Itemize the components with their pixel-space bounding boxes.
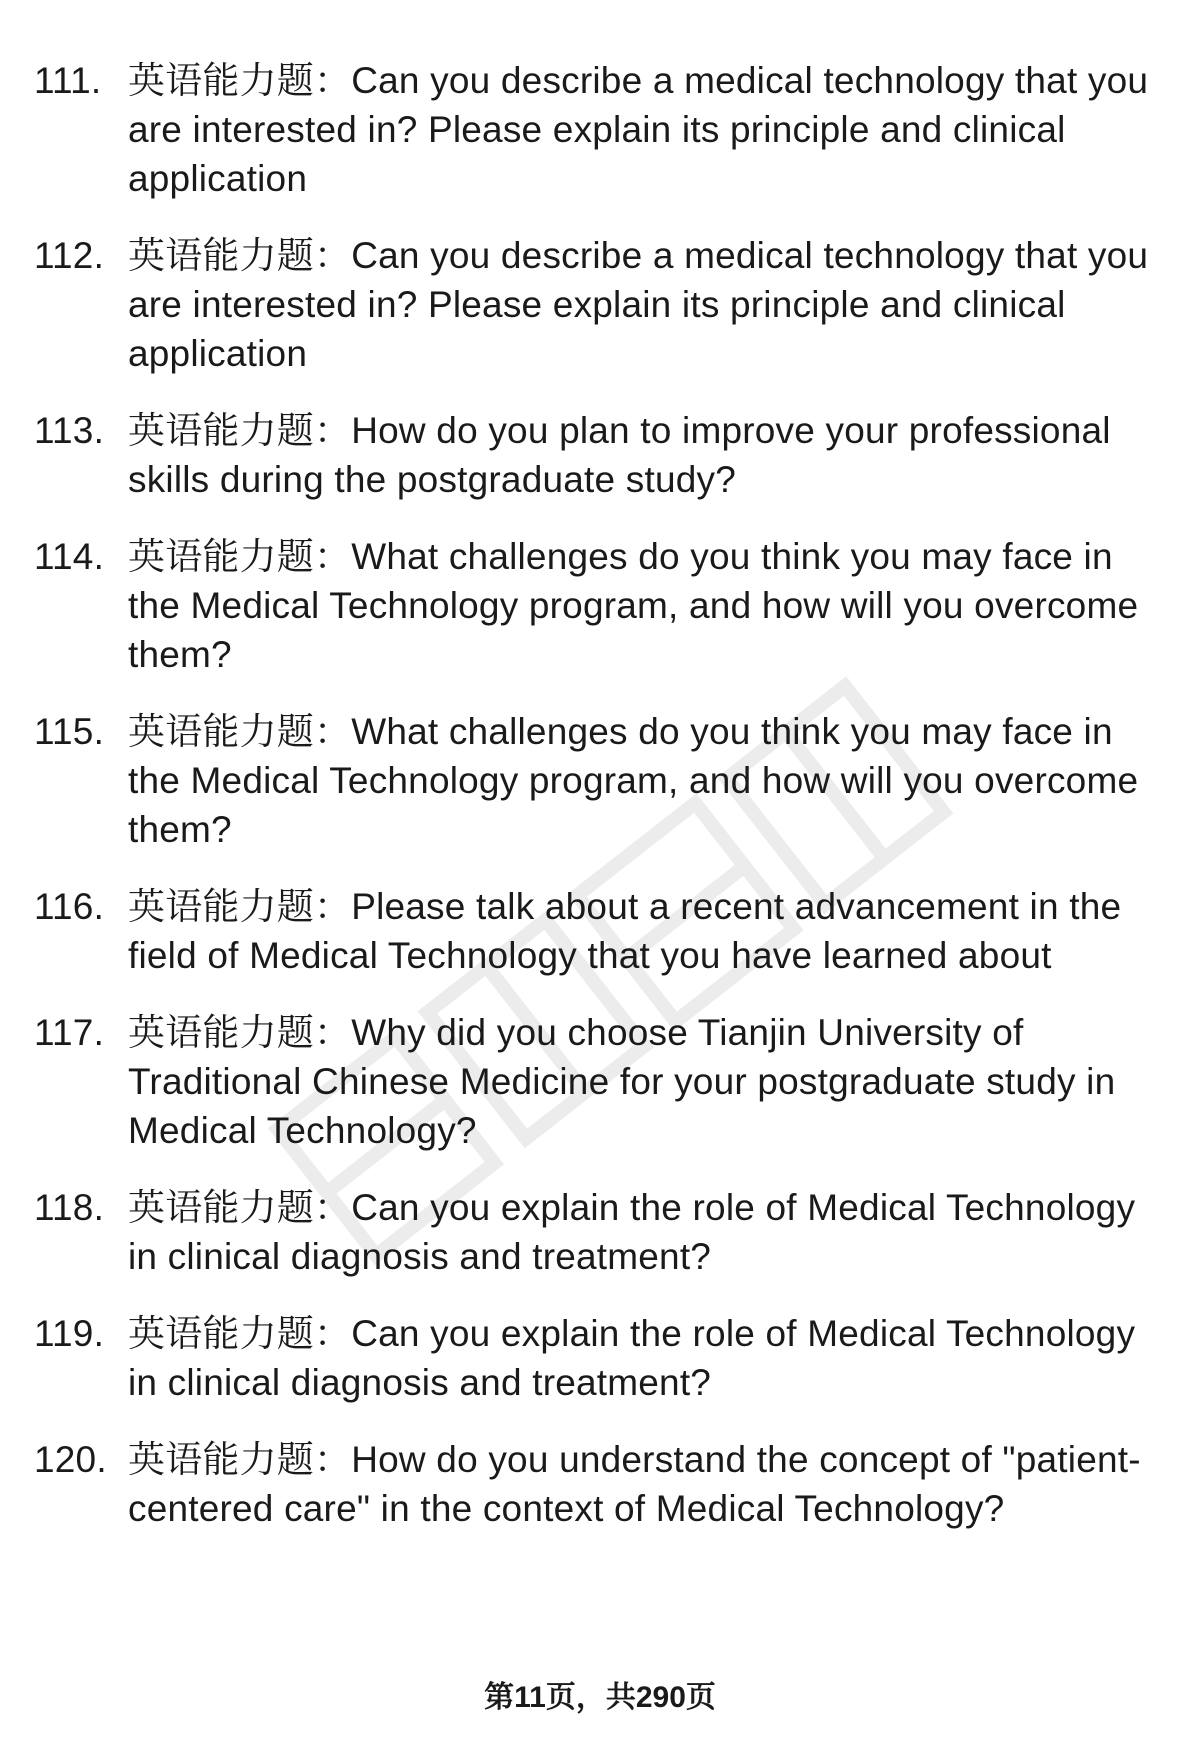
question-number: 116. [34,886,105,927]
question-number: 114. [34,536,105,577]
question-item [0,231,1200,378]
question-list [0,56,1200,1561]
question-category: 英语能力题： [128,536,352,577]
question-number: 117. [34,1012,105,1053]
question-item [0,406,1200,504]
question-category: 英语能力题： [128,1187,352,1228]
question-number: 119. [34,1313,105,1354]
question-text: How do you plan to improve your professional skills during the postgraduate study? [128,410,1111,500]
question-text: Can you describe a medical technology that you are interested in? Please explain its principle and clinical application [128,60,1149,199]
question-text: Why did you choose Tianjin University of Traditional Chinese Medicine for your postgraduate study in Medical Technology? [128,1012,1116,1151]
question-number: 112. [34,235,105,276]
question-category: 英语能力题： [128,1439,352,1480]
question-text: Can you describe a medical technology that you are interested in? Please explain its principle and clinical application [128,235,1149,374]
question-text: How do you understand the concept of "patient-centered care" in the context of Medical Technology? [128,1439,1141,1529]
question-item [0,1183,1200,1281]
question-item [0,532,1200,679]
question-category: 英语能力题： [128,1012,352,1053]
question-category: 英语能力题： [128,886,352,927]
question-category: 英语能力题： [128,711,352,752]
question-text: What challenges do you think you may face in the Medical Technology program, and how will you overcome them? [128,711,1139,850]
question-item [0,1435,1200,1533]
question-item [0,707,1200,854]
page-footer: 第11页，共290页 [484,1681,716,1714]
question-number: 115. [34,711,105,752]
question-item [0,1309,1200,1407]
question-number: 111. [34,60,102,101]
question-category: 英语能力题： [128,410,352,451]
question-text: What challenges do you think you may face in the Medical Technology program, and how will you overcome them? [128,536,1139,675]
question-text: Can you explain the role of Medical Technology in clinical diagnosis and treatment? [128,1313,1136,1403]
question-item [0,1008,1200,1155]
question-item [0,56,1200,203]
question-text: Please talk about a recent advancement in the field of Medical Technology that you have learned about [128,886,1122,976]
question-number: 120. [34,1439,107,1480]
question-number: 113. [34,410,105,451]
question-category: 英语能力题： [128,1313,352,1354]
question-category: 英语能力题： [128,60,352,101]
question-number: 118. [34,1187,105,1228]
question-text: Can you explain the role of Medical Technology in clinical diagnosis and treatment? [128,1187,1136,1277]
question-category: 英语能力题： [128,235,352,276]
question-item [0,882,1200,980]
